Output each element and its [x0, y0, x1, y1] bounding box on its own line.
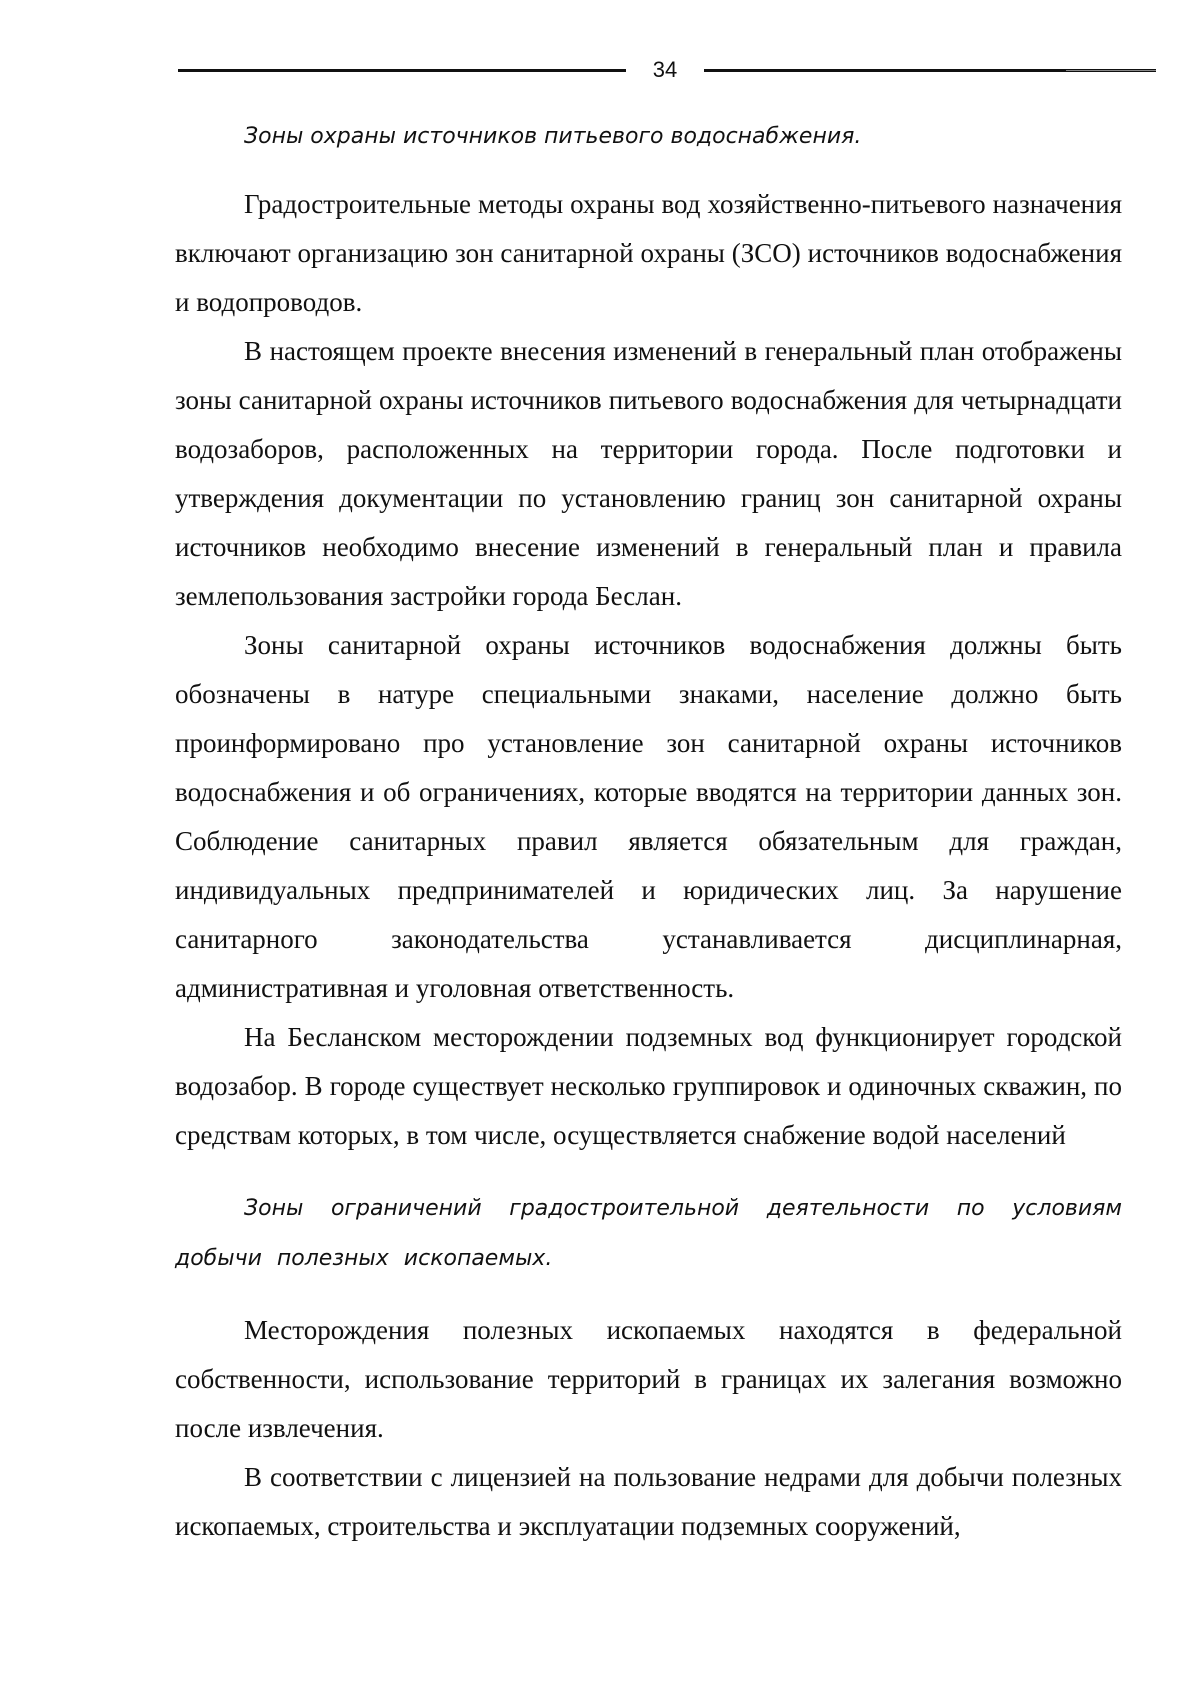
paragraph: На Бесланском месторождении подземных вод функционирует городской водозабор. В городе существует несколько группировок и одиночных скважин, по средствам которых, в том числе, осуществляется снабжение водой населений	[175, 1022, 1122, 1150]
header-rule-right	[704, 69, 1156, 72]
header-rule-left	[178, 69, 626, 72]
paragraph: В настоящем проекте внесения изменений в генеральный план отображены зоны санитарной охраны источников питьевого водоснабжения для четырнадцати водозаборов, расположенных на территории города. После подготовки и утверждения документации по установлению границ зон санитарной охраны источников необходимо внесение изменений в генеральный план и правила землепользования застройки города Беслан.	[175, 336, 1122, 611]
paragraph: Месторождения полезных ископаемых находятся в федеральной собственности, использование территорий в границах их залегания возможно после извлечения.	[175, 1315, 1122, 1443]
paragraph: В соответствии с лицензией на пользование недрами для добычи полезных ископаемых, строительства и эксплуатации подземных сооружений,	[175, 1462, 1122, 1541]
section-title-water-protection: Зоны охраны источников питьевого водоснабжения.	[244, 124, 862, 149]
paragraph: Зоны санитарной охраны источников водоснабжения должны быть обозначены в натуре специальными знаками, население должно быть проинформировано про установление зон санитарной охраны источников водоснабжения и об ограничениях, которые вводятся на территории данных зон. Соблюдение санитарных правил является обязательным для граждан, индивидуальных предпринимателей и юридических лиц. За нарушение санитарного законодательства устанавливается дисциплинарная, административная и уголовная ответственность.	[175, 630, 1122, 1003]
page-content	[175, 114, 1122, 1551]
paragraph: Градостроительные методы охраны вод хозяйственно-питьевого назначения включают организацию зон санитарной охраны (ЗСО) источников водоснабжения и водопроводов.	[175, 189, 1122, 317]
section-title-mining-restrictions: Зоны ограничений градостроительной деятельности по условиям добычи полезных ископаемых.	[175, 1196, 1122, 1271]
page-number: 34	[652, 57, 678, 82]
page-header	[178, 52, 1160, 92]
